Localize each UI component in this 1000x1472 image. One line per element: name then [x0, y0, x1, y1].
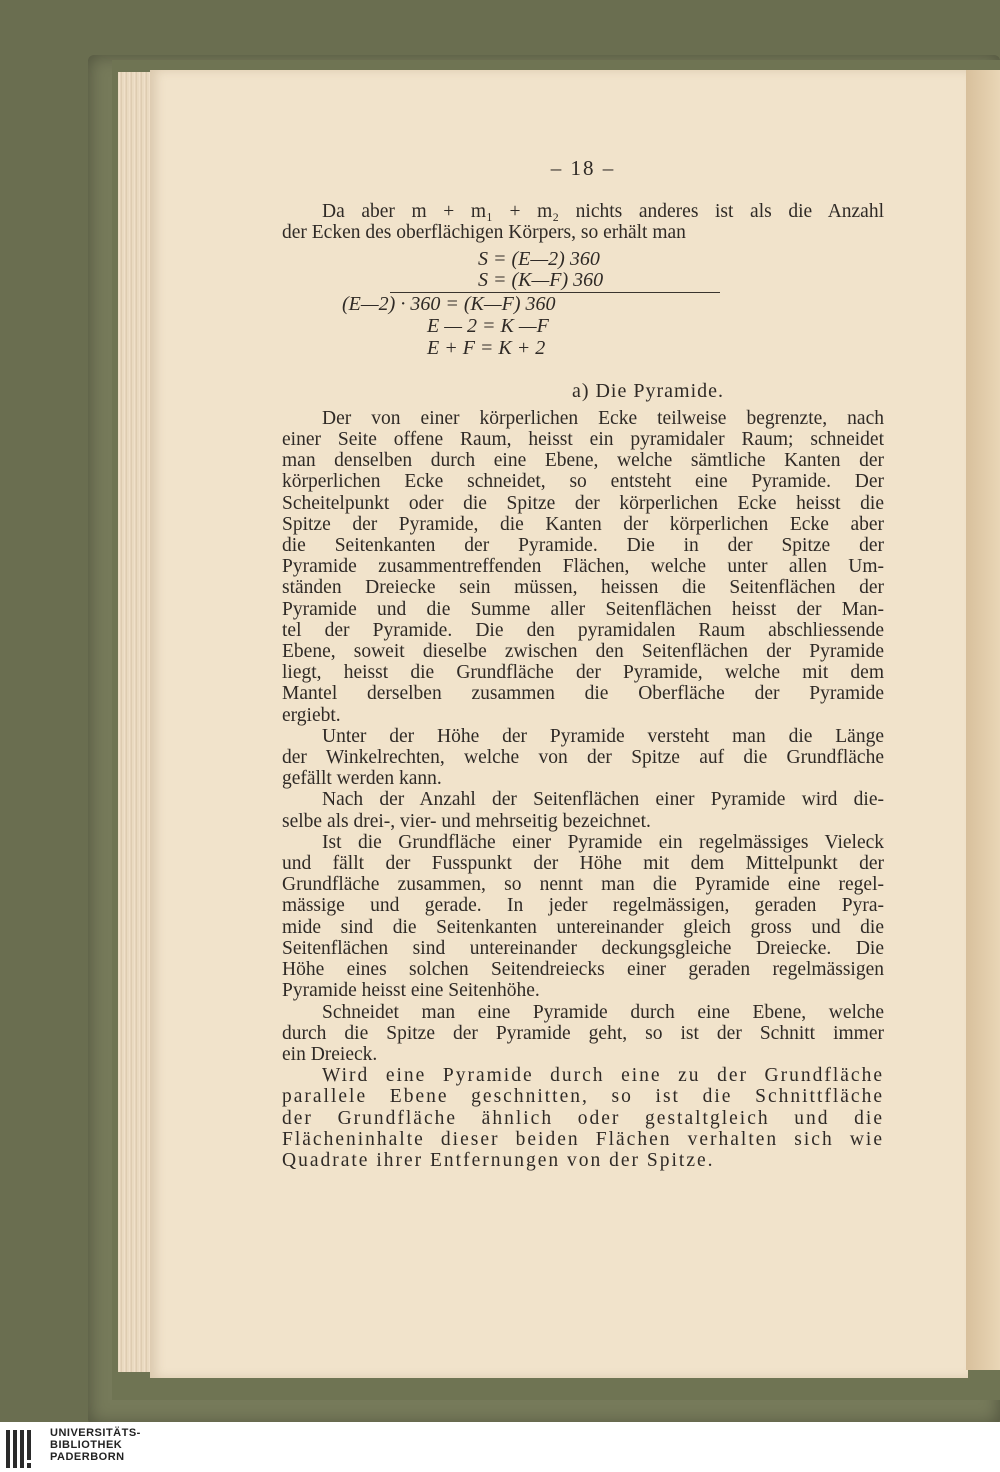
text-line: mide sind die Seitenkanten untereinander gleich gross und die	[282, 916, 884, 938]
text-line-last: ergiebt.	[282, 704, 341, 726]
formula-line: S = (E—2) 360	[478, 247, 600, 270]
text-line: mässige und gerade. In jeder regelmässigen, geraden Pyra-	[282, 895, 884, 917]
text-line: Grundfläche zusammen, so nennt man die Pyramide eine regel-	[282, 874, 884, 896]
intro-line: Da aber m + m₁ + m₂ nichts anderes ist als die Anzahl	[322, 201, 884, 223]
text-line-last: Pyramide heisst eine Seitenhöhe.	[282, 980, 540, 1002]
logo-line: PADERBORN	[50, 1451, 125, 1463]
text-line: Ist die Grundfläche einer Pyramide ein regelmässiges Vieleck	[322, 831, 884, 853]
library-logo-text	[50, 1427, 141, 1463]
formula-block	[282, 249, 884, 367]
text-line: Ebene, soweit dieselbe zwischen den Seitenflächen der Pyramide	[282, 641, 884, 663]
text-line: Flächeninhalte dieser beiden Flächen verhalten sich wie	[282, 1128, 884, 1150]
section-heading: a) Die Pyramide.	[571, 379, 725, 402]
text-line: Höhe eines solchen Seitendreiecks einer geraden regelmässigen	[282, 959, 884, 981]
text-line: Seitenflächen sind untereinander deckungsgleiche Dreiecke. Die	[282, 937, 884, 959]
text-line: Der von einer körperlichen Ecke teilweise begrenzte, nach	[322, 407, 884, 429]
text-line: Pyramide und die Summe aller Seitenflächen heisst der Man-	[282, 598, 884, 620]
text-line: Unter der Höhe der Pyramide versteht man die Länge	[322, 725, 884, 747]
text-line: ständen Dreiecke sein müssen, heissen die Seitenflächen der	[282, 577, 884, 599]
text-line: Schneidet man eine Pyramide durch eine Ebene, welche	[322, 1001, 884, 1023]
text-line: liegt, heisst die Grundfläche der Pyramide, welche mit dem	[282, 662, 884, 684]
paragraph	[282, 1065, 884, 1171]
page-text	[282, 158, 884, 1171]
logo-line: UNIVERSITÄTS-	[50, 1427, 141, 1439]
paragraph	[282, 789, 884, 831]
text-line: Mantel derselben zusammen die Oberfläche der Pyramide	[282, 683, 884, 705]
text-line: durch die Spitze der Pyramide geht, so ist der Schnitt immer	[282, 1022, 884, 1044]
text-line: körperlichen Ecke schneidet, so entsteht eine Pyramide. Der	[282, 471, 884, 493]
paragraph	[282, 408, 884, 726]
text-line-last: gefällt werden kann.	[282, 768, 442, 790]
intro-line: der Ecken des oberflächigen Körpers, so erhält man	[282, 222, 686, 244]
text-line: Wird eine Pyramide durch eine zu der Grundfläche	[322, 1065, 884, 1087]
paragraph	[282, 1002, 884, 1066]
page-number: – 18 –	[550, 156, 616, 180]
body-paragraphs	[282, 408, 884, 1171]
text-line-last: ein Dreieck.	[282, 1043, 378, 1065]
library-footer	[0, 1422, 1000, 1472]
text-line-last: Quadrate ihrer Entfernungen von der Spitze.	[282, 1149, 715, 1171]
text-line: Nach der Anzahl der Seitenflächen einer Pyramide wird die-	[322, 789, 884, 811]
logo-line: BIBLIOTHEK	[50, 1439, 123, 1451]
formula-line: E + F = K + 2	[427, 336, 546, 359]
formula-line: E — 2 = K —F	[427, 314, 549, 337]
text-line-last: selbe als drei-, vier- und mehrseitig bezeichnet.	[282, 810, 651, 832]
library-logo-icon	[6, 1430, 46, 1468]
text-line: einer Seite offene Raum, heisst ein pyramidaler Raum; schneidet	[282, 429, 884, 451]
next-page-edge	[966, 70, 1000, 1370]
text-line: die Seitenkanten der Pyramide. Die in der Spitze der	[282, 535, 884, 557]
text-line: Pyramide zusammentreffenden Flächen, welche unter allen Um-	[282, 556, 884, 578]
text-line: man denselben durch eine Ebene, welche sämtliche Kanten der	[282, 450, 884, 472]
text-line: parallele Ebene geschnitten, so ist die Schnittfläche	[282, 1086, 884, 1108]
text-line: Spitze der Pyramide, die Kanten der körperlichen Ecke aber	[282, 513, 884, 535]
text-line: der Winkelrechten, welche von der Spitze auf die Grundfläche	[282, 747, 884, 769]
text-line: tel der Pyramide. Die den pyramidalen Raum abschliessende	[282, 619, 884, 641]
text-line: und fällt der Fusspunkt der Höhe mit dem Mittelpunkt der	[282, 853, 884, 875]
text-line: der Grundfläche ähnlich oder gestaltgleich und die	[282, 1107, 884, 1129]
paragraph	[282, 726, 884, 790]
paragraph	[282, 832, 884, 1002]
formula-line: (E—2) · 360 = (K—F) 360	[342, 292, 556, 315]
text-line: Scheitelpunkt oder die Spitze der körperlichen Ecke heisst die	[282, 492, 884, 514]
formula-line: S = (K—F) 360	[478, 268, 604, 291]
intro-paragraph	[282, 201, 884, 243]
